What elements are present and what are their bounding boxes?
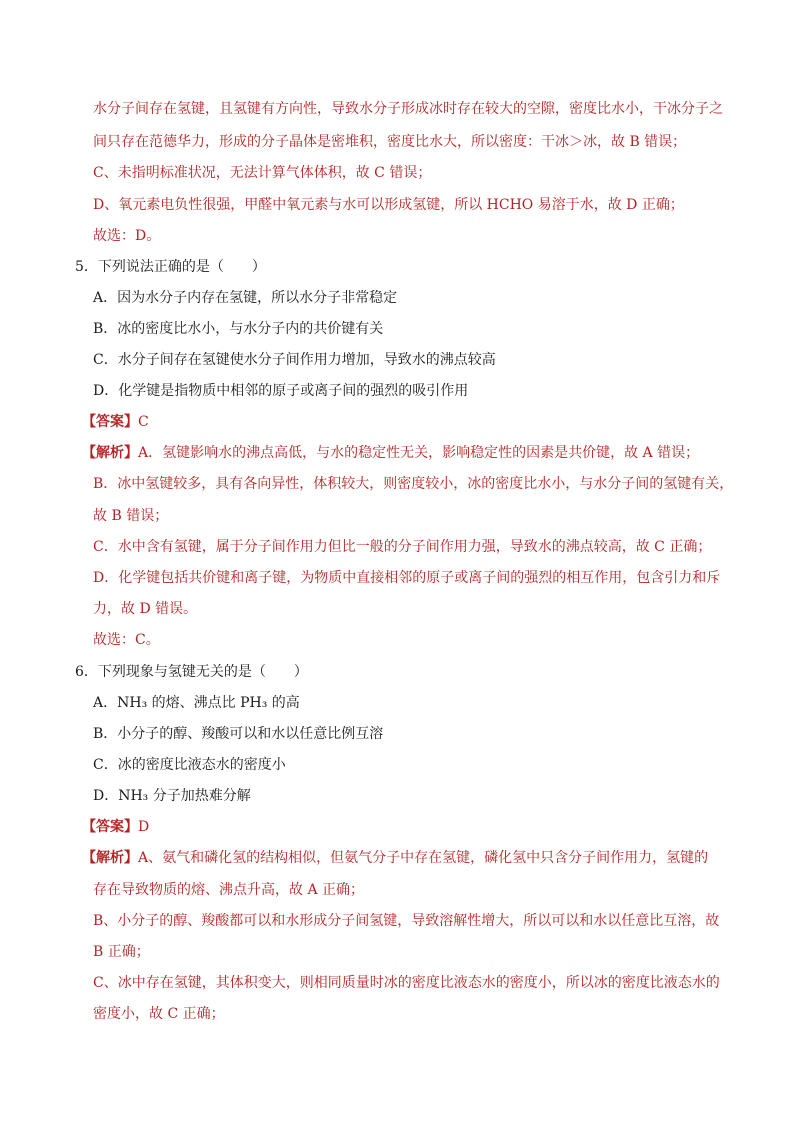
- q6-analysis-line-4: B 正确；: [93, 944, 150, 960]
- q5-analysis-line-1: [82, 443, 699, 463]
- q5-option-b: B．冰的密度比水小，与水分子内的共价键有关: [93, 321, 384, 337]
- q6-analysis-line-6: 密度小，故 C 正确；: [93, 1006, 225, 1022]
- q6-option-c: C．冰的密度比液态水的密度小: [93, 757, 286, 773]
- q4-analysis-line-4: D、氧元素电负性很强，甲醛中氧元素与水可以形成氢键，所以 HCHO 易溶于水，故 D 正确；: [93, 197, 684, 213]
- q4-analysis-line-1: 水分子间存在氢键，且氢键有方向性，导致水分子形成冰时存在较大的空隙，密度比水小，干冰分子之: [93, 101, 723, 117]
- q6-analysis-line-2: 存在导致物质的熔、沸点升高，故 A 正确；: [93, 882, 365, 898]
- q6-analysis-line-3: B、小分子的醇、羧酸都可以和水形成分子间氢键，导致溶解性增大，所以可以和水以任意比互溶，故: [93, 913, 720, 929]
- q6-answer-tag: 【答案】: [82, 819, 138, 835]
- q5-answer-value: C: [138, 414, 149, 430]
- q4-conclusion: 故选：D。: [93, 228, 161, 244]
- q5-option-c: C．水分子间存在氢键使水分子间作用力增加，导致水的沸点较高: [93, 352, 496, 368]
- q6-analysis-text-1: A、氨气和磷化氢的结构相似，但氨气分子中存在氢键，磷化氢中只含分子间作用力，氢键的: [138, 850, 709, 866]
- q5-analysis-line-4: C．水中含有氢键，属于分子间作用力但比一般的分子间作用力强，导致水的沸点较高，故 C 正确；: [93, 539, 712, 555]
- q5-conclusion: 故选：C。: [93, 632, 160, 648]
- q5-analysis-tag: 【解析】: [82, 445, 138, 461]
- q6-analysis-tag: 【解析】: [82, 850, 138, 866]
- q6-option-b: B．小分子的醇、羧酸可以和水以任意比例互溶: [93, 726, 384, 742]
- q4-analysis-line-2: 间只存在范德华力，形成的分子晶体是密堆积，密度比水大，所以密度：干冰＞冰，故 B 错误；: [93, 134, 687, 150]
- q6-analysis-line-1: [82, 848, 708, 868]
- q5-analysis-line-6: 力，故 D 错误。: [93, 601, 198, 617]
- q5-option-d: D．化学键是指物质中相邻的原子或离子间的强烈的吸引作用: [93, 383, 469, 399]
- q6-answer: [82, 817, 149, 837]
- q6-option-a: A．NH₃ 的熔、沸点比 PH₃ 的高: [93, 695, 300, 711]
- q6-analysis-line-5: C、冰中存在氢键，其体积变大，则相同质量时冰的密度比液态水的密度小，所以冰的密度比液态水的: [93, 975, 720, 991]
- q5-analysis-line-2: B．冰中氢键较多，具有各向异性，体积较大，则密度较小，冰的密度比水小，与水分子间的氢键有关，: [93, 476, 734, 492]
- q5-stem: 5．下列说法正确的是（ ）: [75, 259, 266, 275]
- q5-analysis-line-3: 故 B 错误；: [93, 508, 169, 524]
- q5-analysis-text-1: A．氢键影响水的沸点高低，与水的稳定性无关，影响稳定性的因素是共价键，故 A 错误；: [138, 445, 700, 461]
- q5-analysis-line-5: D．化学键包括共价键和离子键，为物质中直接相邻的原子或离子间的强烈的相互作用，包含引力和斥: [93, 570, 721, 586]
- q6-stem: 6．下列现象与氢键无关的是（ ）: [75, 664, 308, 680]
- q5-answer: [82, 412, 149, 432]
- q4-analysis-line-3: C、未指明标准状况，无法计算气体体积，故 C 错误；: [93, 165, 432, 181]
- q5-option-a: A．因为水分子内存在氢键，所以水分子非常稳定: [93, 290, 398, 306]
- q6-answer-value: D: [138, 819, 150, 835]
- q6-option-d: D．NH₃ 分子加热难分解: [93, 788, 251, 804]
- q5-answer-tag: 【答案】: [82, 414, 138, 430]
